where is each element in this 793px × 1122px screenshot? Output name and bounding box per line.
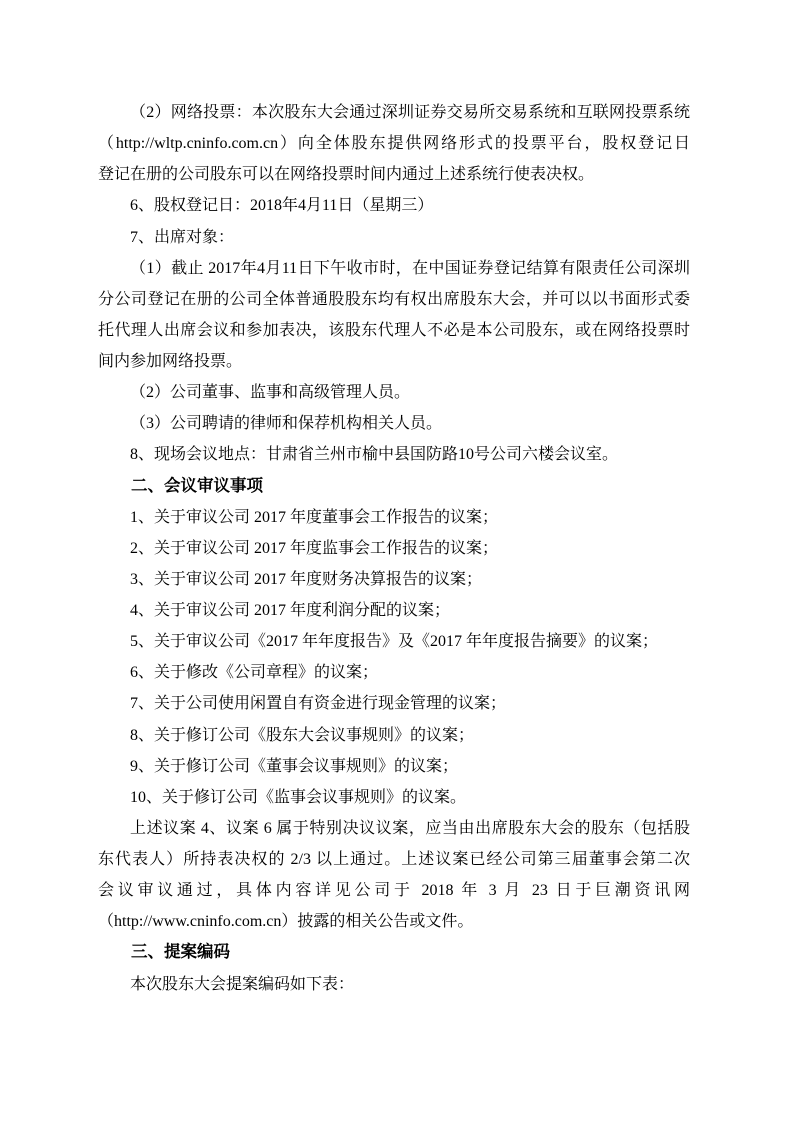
heading-line: 三、提案编码	[131, 943, 230, 962]
text-line: 9、关于修订公司《董事会议事规则》的议案；	[130, 757, 459, 775]
text-line: 7、出席对象：	[130, 228, 235, 246]
text-line: 分公司登记在册的公司全体普通股股东均有权出席股东大会，并可以以书面形式委	[98, 290, 690, 308]
para-proposal-code-intro	[98, 969, 690, 1000]
proposal-item-5	[98, 626, 690, 657]
text-line: 5、关于审议公司《2017 年年度报告》及《2017 年年度报告摘要》的议案；	[130, 633, 659, 651]
proposal-item-1	[98, 502, 690, 533]
para-record-date	[98, 190, 690, 221]
proposal-item-6	[98, 657, 690, 688]
text-line: 10、关于修订公司《监事会议事规则》的议案。	[130, 788, 467, 806]
text-line: 6、股权登记日：2018年4月11日（星期三）	[130, 197, 434, 215]
text-line: 东代表人）所持表决权的 2/3 以上通过。上述议案已经公司第三届董事会第二次	[98, 851, 690, 868]
text-line: （2）网络投票：本次股东大会通过深圳证券交易所交易系统和互联网投票系统	[130, 104, 690, 121]
text-line: 间内参加网络投票。	[98, 353, 243, 370]
para-network-voting	[98, 97, 690, 190]
proposal-item-8	[98, 720, 690, 751]
para-attendees-heading	[98, 222, 690, 253]
section-heading-2	[98, 471, 690, 502]
proposal-item-2	[98, 533, 690, 564]
proposal-item-3	[98, 564, 690, 595]
section-heading-3	[98, 937, 690, 968]
text-line: 8、现场会议地点：甘肃省兰州市榆中县国防路10号公司六楼会议室。	[130, 446, 619, 464]
text-line: （1）截止 2017年4月11日下午收市时，在中国证券登记结算有限责任公司深圳	[130, 259, 690, 277]
heading-line: 二、会议审议事项	[131, 476, 263, 495]
text-line: （2）公司董事、监事和高级管理人员。	[130, 384, 411, 402]
text-line: 上述议案 4、议案 6 属于特别决议议案，应当由出席股东大会的股东（包括股	[130, 819, 690, 837]
text-line: （http://wltp.cninfo.com.cn）向全体股东提供网络形式的投票平台，股权登记日	[98, 135, 690, 153]
text-line: 1、关于审议公司 2017 年度董事会工作报告的议案；	[130, 508, 499, 526]
text-line: 6、关于修改《公司章程》的议案；	[130, 664, 379, 682]
document-page	[98, 97, 690, 1000]
proposal-item-7	[98, 688, 690, 719]
text-line: 2、关于审议公司 2017 年度监事会工作报告的议案；	[130, 539, 499, 557]
text-line: 3、关于审议公司 2017 年度财务决算报告的议案；	[130, 570, 483, 588]
text-line: 8、关于修订公司《股东大会议事规则》的议案；	[130, 726, 475, 744]
para-special-resolution	[98, 813, 690, 938]
text-line: 4、关于审议公司 2017 年度利润分配的议案；	[130, 602, 451, 619]
proposal-item-10	[98, 782, 690, 813]
proposal-item-9	[98, 751, 690, 782]
text-line: 登记在册的公司股东可以在网络投票时间内通过上述系统行使表决权。	[98, 166, 595, 184]
para-attendees-2	[98, 377, 690, 408]
text-line: 托代理人出席会议和参加表决，该股东代理人不必是本公司股东，或在网络投票时	[98, 321, 690, 339]
text-line: 7、关于公司使用闲置自有资金进行现金管理的议案；	[130, 695, 507, 713]
text-line: （http://www.cninfo.com.cn）披露的相关公告或文件。	[98, 913, 474, 931]
text-line: 会议审议通过，具体内容详见公司于 2018 年 3 月 23 日于巨潮资讯网	[98, 882, 690, 900]
text-line: 本次股东大会提案编码如下表：	[130, 975, 355, 993]
proposal-item-4	[98, 595, 690, 626]
text-line: （3）公司聘请的律师和保荐机构相关人员。	[130, 415, 443, 433]
para-venue	[98, 439, 690, 470]
para-attendees-1	[98, 253, 690, 378]
para-attendees-3	[98, 408, 690, 439]
